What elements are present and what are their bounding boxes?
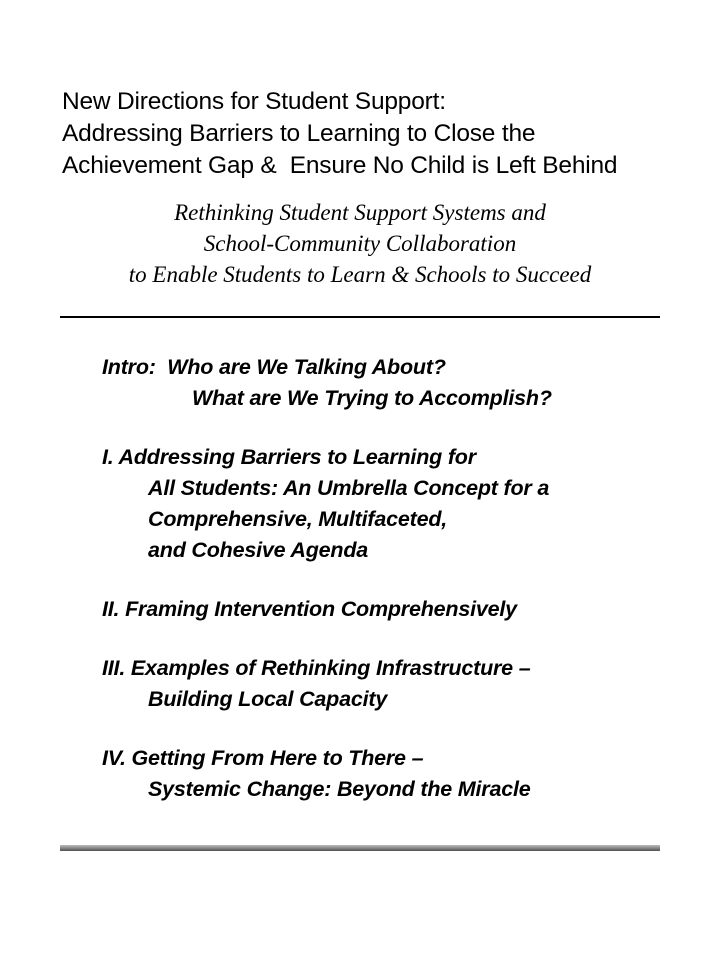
subtitle — [0, 197, 720, 290]
intro-line-1: Intro: Who are We Talking About? — [102, 355, 446, 379]
main-title-line-2: Addressing Barriers to Learning to Close the — [62, 120, 536, 147]
main-title-line-3: Achievement Gap & Ensure No Child is Left Behind — [62, 152, 618, 179]
section-4-line-1: IV. Getting From Here to There – — [102, 746, 424, 770]
outline-section-4 — [102, 743, 702, 805]
outline-list — [102, 352, 702, 805]
main-title — [62, 86, 702, 182]
outline-section-3 — [102, 653, 702, 715]
subtitle-line-1: Rethinking Student Support Systems and — [174, 200, 546, 225]
bottom-divider — [60, 845, 660, 851]
subtitle-line-2: School-Community Collaboration — [203, 231, 517, 256]
outline-section-2 — [102, 594, 702, 625]
section-3-line-1: III. Examples of Rethinking Infrastructure – — [102, 656, 531, 680]
top-divider — [60, 316, 660, 318]
section-1-line-2: All Students: An Umbrella Concept for a — [148, 476, 550, 500]
outline-section-1 — [102, 442, 702, 566]
section-1-line-3: Comprehensive, Multifaceted, — [148, 507, 448, 531]
main-title-line-1: New Directions for Student Support: — [62, 88, 446, 115]
intro-line-2: What are We Trying to Accomplish? — [192, 386, 552, 410]
section-2-line-1: II. Framing Intervention Comprehensively — [102, 597, 517, 621]
section-3-line-2: Building Local Capacity — [148, 687, 388, 711]
section-1-line-4: and Cohesive Agenda — [148, 538, 369, 562]
subtitle-line-3: to Enable Students to Learn & Schools to Succeed — [128, 262, 592, 287]
section-1-line-1: I. Addressing Barriers to Learning for — [102, 445, 476, 469]
outline-intro — [102, 352, 702, 414]
section-4-line-2: Systemic Change: Beyond the Miracle — [148, 777, 531, 801]
